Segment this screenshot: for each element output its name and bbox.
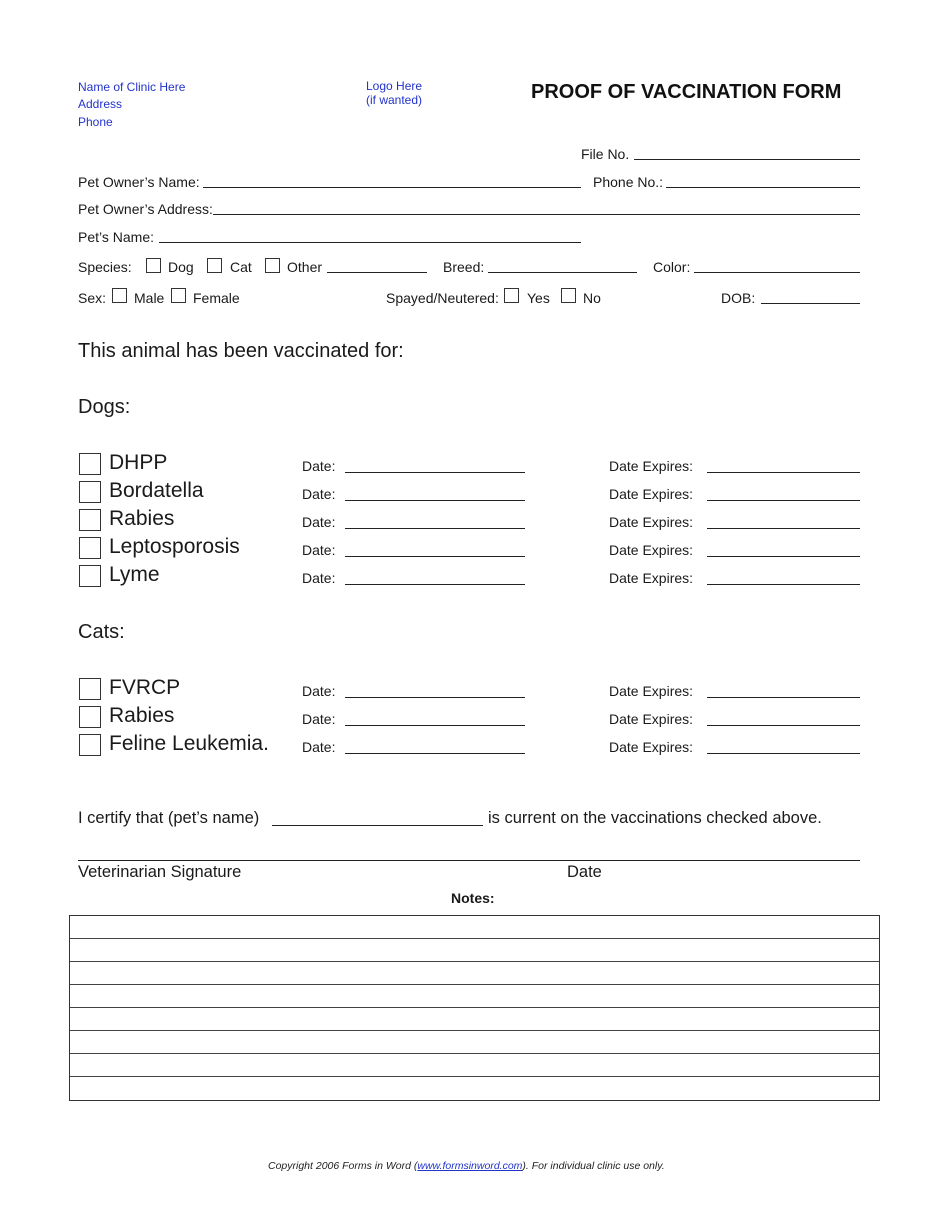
footer-suffix: ). For individual clinic use only. — [522, 1160, 665, 1172]
phone-no-label: Phone No.: — [593, 174, 664, 190]
sex-male-checkbox[interactable] — [112, 288, 127, 303]
date-field[interactable] — [345, 500, 525, 501]
certify-text-before: I certify that (pet’s name) — [78, 809, 260, 827]
sex-male-label: Male — [134, 290, 165, 306]
logo-placeholder-line1: Logo Here — [366, 79, 423, 93]
signature-line[interactable] — [78, 860, 860, 861]
dog-vaccine-checkbox[interactable] — [79, 453, 101, 475]
dog-vaccine-name: DHPP — [109, 451, 168, 474]
date-expires-field[interactable] — [707, 725, 860, 726]
dog-vaccine-name: Lyme — [109, 563, 160, 586]
dog-vaccine-checkbox[interactable] — [79, 537, 101, 559]
dog-vaccine-name: Rabies — [109, 507, 175, 530]
breed-field[interactable] — [488, 272, 637, 273]
footer-prefix: Copyright 2006 Forms in Word ( — [268, 1160, 418, 1172]
file-no-label: File No. — [581, 146, 630, 162]
form-title: PROOF OF VACCINATION FORM — [531, 81, 842, 103]
notes-line[interactable] — [70, 1031, 879, 1054]
owner-name-field[interactable] — [203, 187, 581, 188]
notes-line[interactable] — [70, 916, 879, 939]
date-field[interactable] — [345, 725, 525, 726]
signature-date-label: Date — [567, 863, 602, 881]
date-expires-label: Date Expires: — [609, 542, 694, 558]
date-expires-label: Date Expires: — [609, 739, 694, 755]
date-label: Date: — [302, 739, 336, 755]
sex-female-checkbox[interactable] — [171, 288, 186, 303]
dob-label: DOB: — [721, 290, 756, 306]
sex-female-label: Female — [193, 290, 240, 306]
clinic-name: Name of Clinic Here — [78, 80, 186, 94]
dog-vaccine-checkbox[interactable] — [79, 565, 101, 587]
notes-line[interactable] — [70, 1077, 879, 1100]
dogs-heading: Dogs: — [78, 396, 131, 418]
cat-vaccine-name: Rabies — [109, 704, 175, 727]
sex-label: Sex: — [78, 290, 107, 306]
owner-address-field[interactable] — [213, 214, 860, 215]
dog-vaccine-name: Leptosporosis — [109, 535, 240, 558]
cat-vaccine-checkbox[interactable] — [79, 678, 101, 700]
species-dog-checkbox[interactable] — [146, 258, 161, 273]
breed-label: Breed: — [443, 259, 485, 275]
owner-name-label: Pet Owner’s Name: — [78, 174, 200, 190]
clinic-phone: Phone — [78, 115, 113, 129]
date-label: Date: — [302, 514, 336, 530]
date-expires-field[interactable] — [707, 500, 860, 501]
date-expires-label: Date Expires: — [609, 458, 694, 474]
spayed-label: Spayed/Neutered: — [386, 290, 499, 306]
phone-no-field[interactable] — [666, 187, 860, 188]
date-field[interactable] — [345, 584, 525, 585]
certify-text-after: is current on the vaccinations checked above. — [488, 809, 822, 827]
notes-line[interactable] — [70, 962, 879, 985]
date-expires-field[interactable] — [707, 697, 860, 698]
date-expires-label: Date Expires: — [609, 683, 694, 699]
logo-placeholder-line2: (if wanted) — [366, 93, 423, 107]
date-expires-field[interactable] — [707, 528, 860, 529]
cat-vaccine-checkbox[interactable] — [79, 706, 101, 728]
owner-address-label: Pet Owner’s Address: — [78, 201, 213, 217]
pet-name-label: Pet’s Name: — [78, 229, 154, 245]
footer-copyright — [268, 1160, 665, 1172]
date-field[interactable] — [345, 472, 525, 473]
notes-table — [69, 915, 880, 1101]
date-expires-label: Date Expires: — [609, 570, 694, 586]
species-dog-label: Dog — [168, 259, 194, 275]
date-field[interactable] — [345, 697, 525, 698]
certify-pet-name-field[interactable] — [272, 825, 483, 826]
clinic-address: Address — [78, 97, 123, 111]
notes-line[interactable] — [70, 939, 879, 962]
dog-vaccine-name: Bordatella — [109, 479, 204, 502]
cats-heading: Cats: — [78, 621, 125, 643]
species-other-checkbox[interactable] — [265, 258, 280, 273]
date-field[interactable] — [345, 753, 525, 754]
species-cat-checkbox[interactable] — [207, 258, 222, 273]
date-expires-label: Date Expires: — [609, 486, 694, 502]
dog-vaccine-checkbox[interactable] — [79, 481, 101, 503]
notes-line[interactable] — [70, 985, 879, 1008]
spayed-yes-checkbox[interactable] — [504, 288, 519, 303]
notes-label: Notes: — [451, 890, 495, 906]
dog-vaccine-checkbox[interactable] — [79, 509, 101, 531]
footer-link[interactable]: www.formsinword.com — [417, 1160, 523, 1172]
date-expires-field[interactable] — [707, 472, 860, 473]
color-label: Color: — [653, 259, 691, 275]
date-expires-field[interactable] — [707, 584, 860, 585]
spayed-no-checkbox[interactable] — [561, 288, 576, 303]
vaccinated-heading: This animal has been vaccinated for: — [78, 340, 404, 362]
vet-signature-label: Veterinarian Signature — [78, 863, 242, 881]
date-label: Date: — [302, 683, 336, 699]
pet-name-field[interactable] — [159, 242, 581, 243]
species-cat-label: Cat — [230, 259, 252, 275]
date-label: Date: — [302, 542, 336, 558]
date-expires-label: Date Expires: — [609, 711, 694, 727]
date-label: Date: — [302, 711, 336, 727]
date-label: Date: — [302, 458, 336, 474]
cat-vaccine-name: FVRCP — [109, 676, 181, 699]
date-expires-field[interactable] — [707, 556, 860, 557]
cat-vaccine-checkbox[interactable] — [79, 734, 101, 756]
file-no-field[interactable] — [634, 159, 860, 160]
date-expires-field[interactable] — [707, 753, 860, 754]
spayed-yes-label: Yes — [527, 290, 550, 306]
species-label: Species: — [78, 259, 132, 275]
date-label: Date: — [302, 486, 336, 502]
spayed-no-label: No — [583, 290, 601, 306]
notes-line[interactable] — [70, 1054, 879, 1077]
species-other-label: Other — [287, 259, 323, 275]
date-field[interactable] — [345, 556, 525, 557]
color-field[interactable] — [694, 272, 860, 273]
date-expires-label: Date Expires: — [609, 514, 694, 530]
date-field[interactable] — [345, 528, 525, 529]
date-label: Date: — [302, 570, 336, 586]
dob-field[interactable] — [761, 303, 860, 304]
notes-line[interactable] — [70, 1008, 879, 1031]
species-other-field[interactable] — [327, 272, 427, 273]
cat-vaccine-name: Feline Leukemia. — [109, 732, 269, 755]
